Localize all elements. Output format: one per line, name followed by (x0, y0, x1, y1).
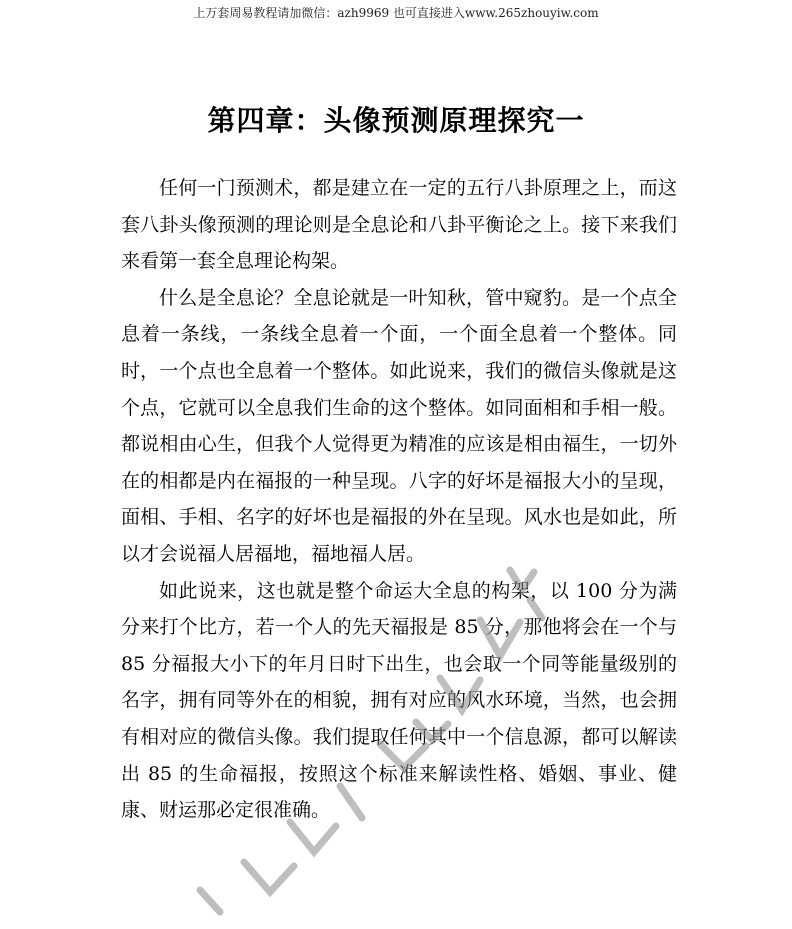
watermark-stroke (200, 890, 220, 912)
watermark-stroke (244, 862, 294, 892)
paragraph-3: 如此说来，这也就是整个命运大全息的构架，以 100 分为满分来打个比方，若一个人的先天福报是 85 分，那他将会在一个与 85 分福报大小下的年月日时下出生，也会取一个同等能量级别的名字，拥有同等外在的相貌，拥有对应的风水环境，当然，也会拥有相对应的微信头像。我们提取任何其中一个信息源，都可以解读出 85 的生命福报，按照这个标准来解读性格、婚姻、事业、健康、财运那必定很准确。 (121, 579, 677, 822)
body-text (121, 170, 677, 829)
paragraph-2: 什么是全息论？全息论就是一叶知秋，管中窥豹。是一个点全息着一条线，一条线全息着一个面，一个面全息着一个整体。同时，一个点也全息着一个整体。如此说来，我们的微信头像就是这个点，它就可以全息我们生命的这个整体。如同面相和手相一般。都说相由心生，但我个人觉得更为精准的应该是相由福生，一切外在的相都是内在福报的一种呈现。八字的好坏是福报大小的呈现，面相、手相、名字的好坏也是福报的外在呈现。风水也是如此，所以才会说福人居福地，福地福人居。 (121, 286, 677, 565)
chapter-title: 第四章：头像预测原理探究一 (207, 104, 585, 137)
paragraph-1: 任何一门预测术，都是建立在一定的五行八卦原理之上，而这套八卦头像预测的理论则是全息论和八卦平衡论之上。接下来我们来看第一套全息理论构架。 (121, 177, 677, 273)
header-note: 上万套周易教程请加微信：azh9969 也可直接进入www.265zhouyiw.com (193, 6, 599, 20)
